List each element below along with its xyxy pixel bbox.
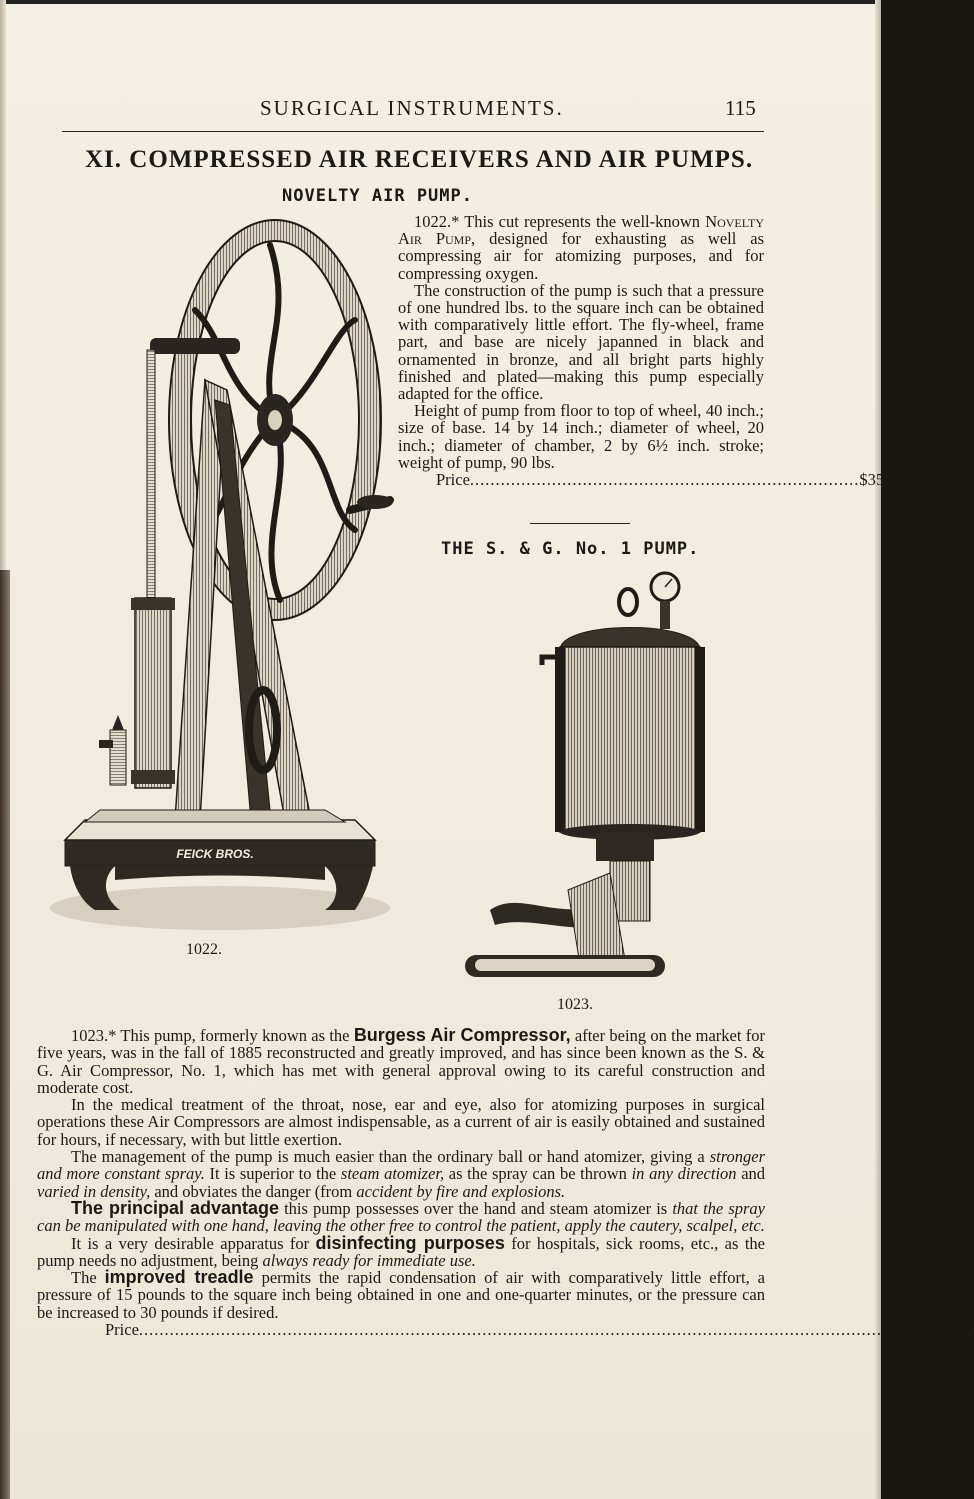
novelty-paragraph-3: Height of pump from floor to top of wheel, 40 inch.; size of base. 14 by 14 inch.; diameter of wheel, 20 inch.; diameter of chamber, 2 by 6½ inch. stroke; weight of pump, 90 lbs. — [398, 401, 764, 472]
novelty-pump-title: NOVELTY AIR PUMP. — [282, 186, 473, 206]
section-divider — [530, 523, 630, 524]
header-rule — [62, 131, 764, 132]
novelty-paragraph-2: The construction of the pump is such that a pressure of one hundred lbs. to the square inch can be obtained with comparatively little effort. The fly-wheel, frame part, and base are nicely japanned in black and ornamented in bronze, and all bright parts highly finished and plated—making this pump especially adapted for the office. — [398, 280, 764, 404]
sg-pump-description — [37, 1025, 974, 1340]
figure-1023-label: 1023. — [557, 996, 593, 1013]
novelty-paragraph-1: 1022.* This cut represents the well-known Novelty Air Pump, designed for exhausting as well as compressing air for atomizing purposes, and for compressing oxygen. — [398, 212, 764, 283]
page-left-edge — [0, 0, 6, 570]
binding-edge — [0, 570, 10, 1499]
body-paragraph-3: The management of the pump is much easier than the ordinary ball or hand atomizer, giving a stronger and more constant spray. It is superior to the steam atomizer, as the spray can be thrown in any direction and varied in density, and obviates the danger (from accident by fire and explosions. — [37, 1147, 766, 1201]
sg-pump-illustration — [460, 565, 710, 990]
body-paragraph-6: The improved treadle permits the rapid condensation of air with comparatively little effort, a pressure of 15 pounds to the square inch being obtained in one and one-quarter minutes, or the pressure can be increased to 30 pounds if desired. — [37, 1267, 766, 1322]
page-top-edge — [0, 0, 881, 4]
novelty-description — [398, 212, 905, 490]
section-heading: XI. COMPRESSED AIR RECEIVERS AND AIR PUMPS. — [85, 146, 754, 173]
base-inscription: FEICK BROS. — [176, 847, 254, 861]
body-paragraph-1: 1023.* This pump, formerly known as the Burgess Air Compressor, after being on the market for five years, was in the fall of 1885 reconstructed and greatly improved, and has since been known as the S. & G. Air Compressor, No. 1, which has met with general approval owing to its careful construction and moderate cost. — [37, 1025, 765, 1097]
sg-pump-title: THE S. & G. No. 1 PUMP. — [441, 539, 700, 559]
page-right-edge — [875, 0, 881, 1499]
novelty-price-line: Price ............................................................................ $35 00 — [436, 470, 905, 490]
running-title: SURGICAL INSTRUMENTS. — [260, 96, 564, 120]
body-paragraph-2: In the medical treatment of the throat, nose, ear and eye, also for atomizing purposes in surgical operations these Air Compressors are almost indispensable, as a current of air is easily obtained and sustained for hours, if necessary, with but little exertion. — [37, 1095, 765, 1149]
body-paragraph-4: The principal advantage this pump possesses over the hand and steam atomizer is that the spray can be manipulated with one hand, leaving the other free to control the patient, apply the cautery, scalpel, etc. — [37, 1197, 765, 1236]
figure-1022-label: 1022. — [186, 941, 222, 958]
novelty-air-pump-illustration — [55, 210, 400, 935]
sg-price-line: Price .......................................................................................................................................................... $25 00 — [105, 1320, 974, 1340]
page-number: 115 — [725, 96, 756, 120]
body-paragraph-5: It is a very desirable apparatus for disinfecting purposes for hospitals, sick rooms, etc., as the pump needs no adjustment, being always ready for immediate use. — [37, 1232, 765, 1270]
